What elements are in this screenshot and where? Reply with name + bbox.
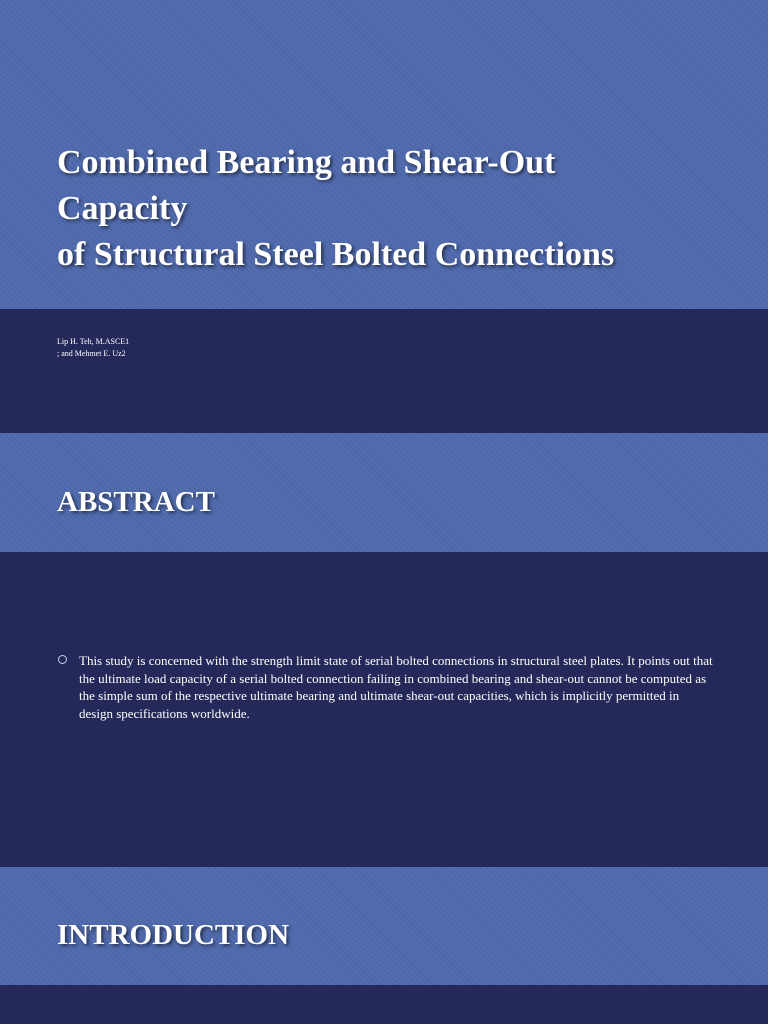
title-line-3: of Structural Steel Bolted Connections xyxy=(57,236,615,273)
author-list xyxy=(57,336,129,360)
document-title xyxy=(57,140,747,278)
introduction-panel xyxy=(0,985,768,1024)
introduction-heading: INTRODUCTION xyxy=(57,919,290,951)
title-line-2: Capacity xyxy=(57,190,188,227)
authors-panel xyxy=(0,309,768,433)
author-line-1: Lip H. Teh, M.ASCE1 xyxy=(57,337,130,346)
title-line-1: Combined Bearing and Shear-Out xyxy=(57,144,556,181)
abstract-text: This study is concerned with the strength limit state of serial bolted connections in structural steel plates. It points out that the ultimate load capacity of a serial bolted connection failing in combined bearing and shear-out cannot be computed as the simple sum of the respective ultimate bearing and ultimate shear-out capacities, which is implicitly permitted in design specifications worldwide. xyxy=(79,653,713,721)
abstract-heading: ABSTRACT xyxy=(57,486,215,518)
author-line-2: ; and Mehmet E. Uz2 xyxy=(57,349,126,358)
circle-bullet-icon xyxy=(58,655,67,664)
